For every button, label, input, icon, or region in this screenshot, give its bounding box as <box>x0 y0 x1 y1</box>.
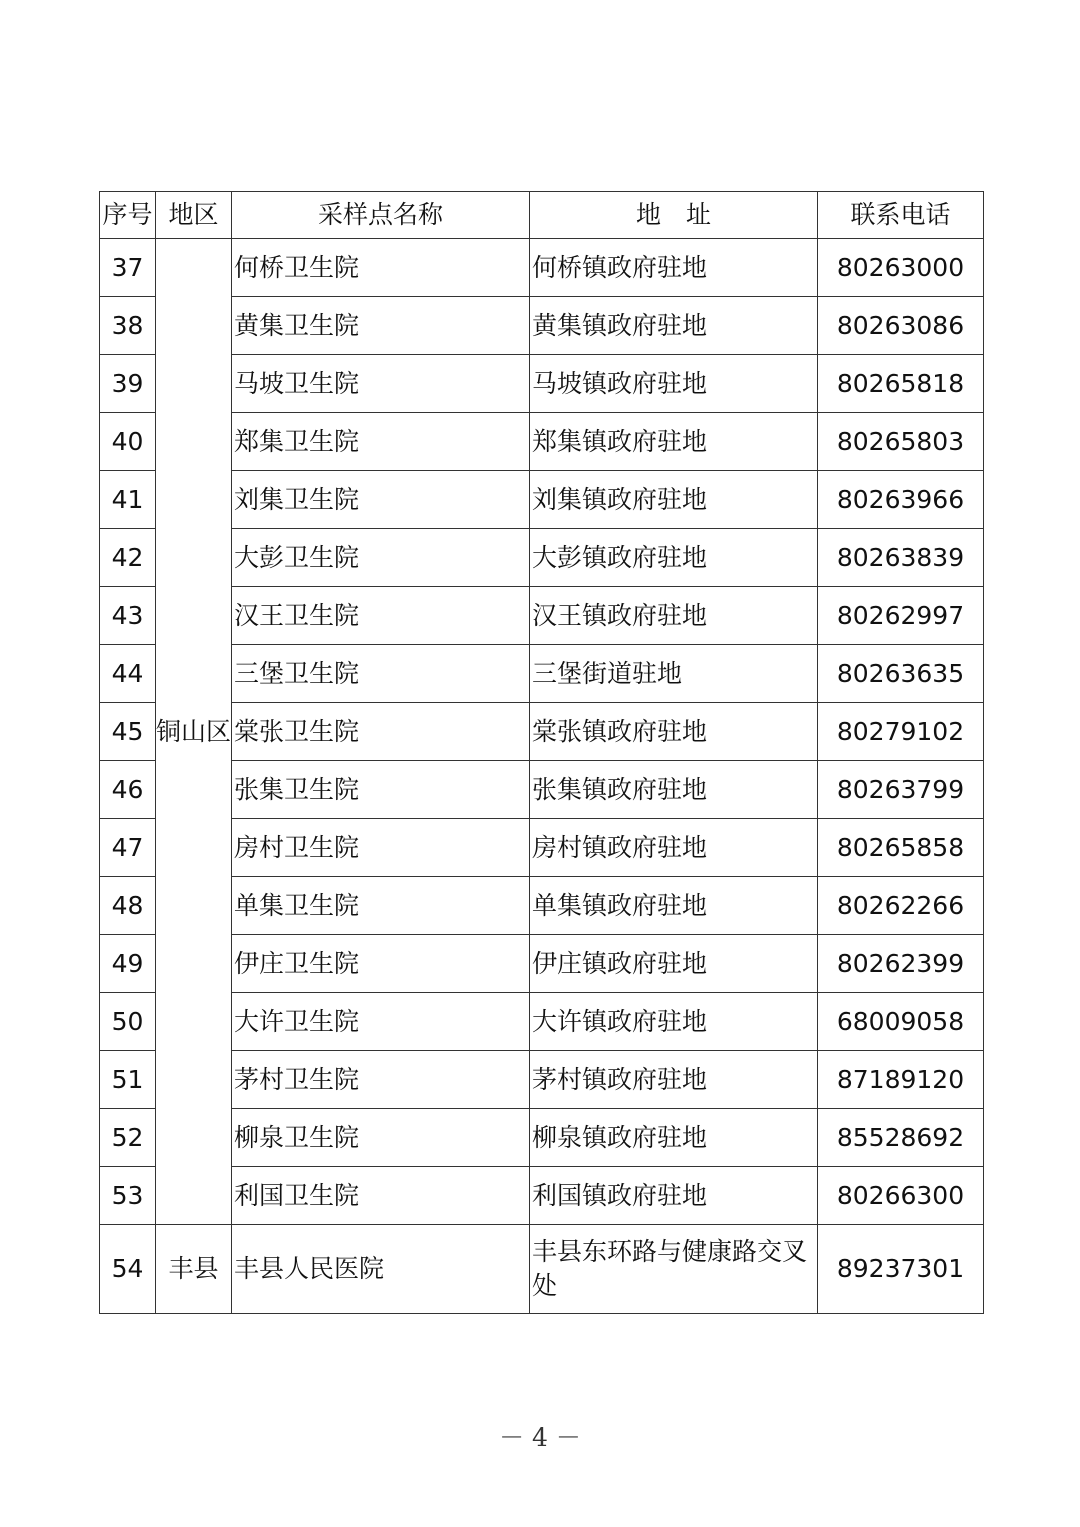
site-name: 汉王卫生院 <box>232 587 530 645</box>
region-cell-fengxian: 丰县 <box>156 1225 232 1314</box>
site-address: 房村镇政府驻地 <box>530 819 818 877</box>
site-phone: 85528692 <box>818 1109 984 1167</box>
site-name: 三堡卫生院 <box>232 645 530 703</box>
site-phone: 80265818 <box>818 355 984 413</box>
row-num: 51 <box>100 1051 156 1109</box>
site-phone: 80263966 <box>818 471 984 529</box>
table-header-row <box>100 192 984 239</box>
site-address: 三堡街道驻地 <box>530 645 818 703</box>
site-address: 单集镇政府驻地 <box>530 877 818 935</box>
site-phone: 80279102 <box>818 703 984 761</box>
table-row <box>100 471 984 529</box>
table-row <box>100 587 984 645</box>
site-address: 刘集镇政府驻地 <box>530 471 818 529</box>
row-num: 52 <box>100 1109 156 1167</box>
site-name: 柳泉卫生院 <box>232 1109 530 1167</box>
row-num: 40 <box>100 413 156 471</box>
site-phone: 80263635 <box>818 645 984 703</box>
row-num: 48 <box>100 877 156 935</box>
site-phone: 80263839 <box>818 529 984 587</box>
table-row <box>100 877 984 935</box>
row-num: 42 <box>100 529 156 587</box>
site-address: 马坡镇政府驻地 <box>530 355 818 413</box>
table-row <box>100 761 984 819</box>
site-name: 房村卫生院 <box>232 819 530 877</box>
row-num: 50 <box>100 993 156 1051</box>
header-name: 采样点名称 <box>232 192 530 239</box>
row-num: 47 <box>100 819 156 877</box>
table-row <box>100 1051 984 1109</box>
site-phone: 80265858 <box>818 819 984 877</box>
site-name: 马坡卫生院 <box>232 355 530 413</box>
site-name: 棠张卫生院 <box>232 703 530 761</box>
site-phone: 80266300 <box>818 1167 984 1225</box>
site-address: 伊庄镇政府驻地 <box>530 935 818 993</box>
row-num: 54 <box>100 1225 156 1314</box>
table-row <box>100 355 984 413</box>
site-name: 丰县人民医院 <box>232 1225 530 1314</box>
table-row <box>100 529 984 587</box>
site-phone: 80262997 <box>818 587 984 645</box>
site-phone: 80263086 <box>818 297 984 355</box>
site-address: 利国镇政府驻地 <box>530 1167 818 1225</box>
site-address: 大许镇政府驻地 <box>530 993 818 1051</box>
row-num: 44 <box>100 645 156 703</box>
site-address: 大彭镇政府驻地 <box>530 529 818 587</box>
table-row <box>100 703 984 761</box>
row-num: 46 <box>100 761 156 819</box>
site-phone: 80262266 <box>818 877 984 935</box>
site-phone: 87189120 <box>818 1051 984 1109</box>
site-name: 伊庄卫生院 <box>232 935 530 993</box>
sampling-sites-table <box>99 191 984 1314</box>
site-phone: 80263000 <box>818 239 984 297</box>
site-phone: 89237301 <box>818 1225 984 1314</box>
header-num: 序号 <box>100 192 156 239</box>
site-phone: 80262399 <box>818 935 984 993</box>
site-address: 棠张镇政府驻地 <box>530 703 818 761</box>
site-address: 柳泉镇政府驻地 <box>530 1109 818 1167</box>
site-name: 黄集卫生院 <box>232 297 530 355</box>
table-row <box>100 1167 984 1225</box>
site-address: 茅村镇政府驻地 <box>530 1051 818 1109</box>
table-row <box>100 1225 984 1314</box>
region-cell-tongshan: 铜山区 <box>156 239 232 1225</box>
row-num: 49 <box>100 935 156 993</box>
site-address: 丰县东环路与健康路交叉处 <box>530 1225 818 1314</box>
row-num: 43 <box>100 587 156 645</box>
site-phone: 68009058 <box>818 993 984 1051</box>
row-num: 38 <box>100 297 156 355</box>
row-num: 45 <box>100 703 156 761</box>
header-phone: 联系电话 <box>818 192 984 239</box>
header-address: 地 址 <box>530 192 818 239</box>
table-row <box>100 239 984 297</box>
site-address: 郑集镇政府驻地 <box>530 413 818 471</box>
site-name: 大彭卫生院 <box>232 529 530 587</box>
table-row <box>100 413 984 471</box>
site-name: 利国卫生院 <box>232 1167 530 1225</box>
table-row <box>100 645 984 703</box>
row-num: 39 <box>100 355 156 413</box>
site-phone: 80263799 <box>818 761 984 819</box>
row-num: 53 <box>100 1167 156 1225</box>
site-address: 何桥镇政府驻地 <box>530 239 818 297</box>
site-name: 刘集卫生院 <box>232 471 530 529</box>
table-row <box>100 935 984 993</box>
site-name: 茅村卫生院 <box>232 1051 530 1109</box>
site-phone: 80265803 <box>818 413 984 471</box>
table-row <box>100 993 984 1051</box>
table-row <box>100 819 984 877</box>
site-name: 张集卫生院 <box>232 761 530 819</box>
header-region: 地区 <box>156 192 232 239</box>
site-name: 何桥卫生院 <box>232 239 530 297</box>
table-row <box>100 1109 984 1167</box>
site-address: 汉王镇政府驻地 <box>530 587 818 645</box>
site-name: 大许卫生院 <box>232 993 530 1051</box>
row-num: 41 <box>100 471 156 529</box>
site-address: 黄集镇政府驻地 <box>530 297 818 355</box>
row-num: 37 <box>100 239 156 297</box>
table-row <box>100 297 984 355</box>
site-name: 郑集卫生院 <box>232 413 530 471</box>
site-name: 单集卫生院 <box>232 877 530 935</box>
site-address: 张集镇政府驻地 <box>530 761 818 819</box>
page-number: － 4 － <box>499 1423 581 1452</box>
